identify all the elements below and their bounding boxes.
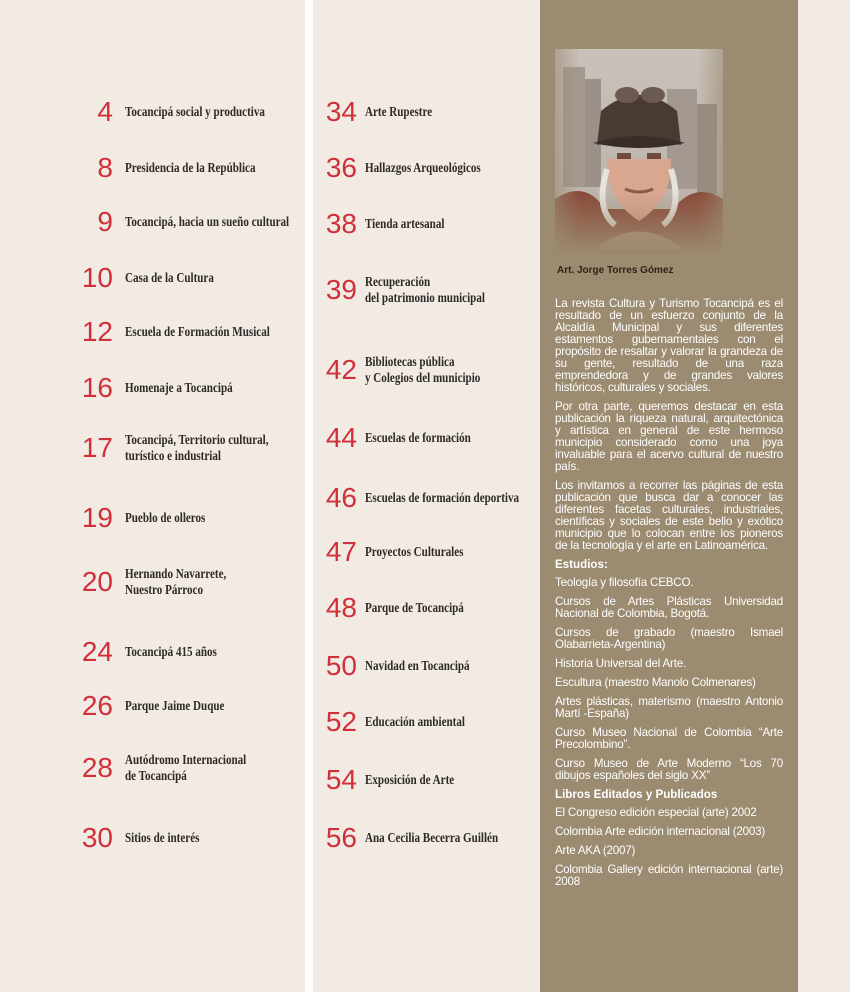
toc-title bbox=[365, 600, 464, 616]
book-item: Arte AKA (2007) bbox=[555, 844, 636, 857]
toc-entry[interactable] bbox=[0, 206, 325, 238]
study-item: Cursos de Artes Plásticas Universidad Nacional de Colombia, Bogotá. bbox=[555, 595, 783, 620]
toc-entry[interactable] bbox=[313, 422, 494, 454]
toc-entry[interactable] bbox=[313, 208, 462, 240]
toc-title bbox=[125, 830, 199, 846]
toc-title-line: Recuperación bbox=[365, 274, 431, 289]
toc-entry[interactable] bbox=[0, 432, 300, 464]
photo-caption: Art. Jorge Torres Gómez bbox=[557, 265, 674, 276]
toc-title-line: Presidencia de la República bbox=[125, 160, 256, 175]
toc-title bbox=[125, 214, 289, 230]
toc-page-number: 16 bbox=[81, 372, 113, 403]
toc-title-line: Autódromo Internacional bbox=[125, 752, 247, 767]
toc-title bbox=[365, 160, 481, 176]
author-bio bbox=[555, 298, 783, 895]
toc-page-number: 19 bbox=[81, 502, 113, 533]
author-sidebar bbox=[540, 0, 798, 992]
toc-middle-column bbox=[313, 0, 540, 992]
toc-entry[interactable] bbox=[313, 152, 506, 184]
toc-title-line: Arte Rupestre bbox=[365, 104, 433, 119]
toc-title-line: Bibliotecas pública bbox=[365, 354, 455, 369]
toc-entry[interactable] bbox=[313, 354, 506, 386]
study-item: Teología y filosofía CEBCO. bbox=[555, 576, 694, 589]
toc-page-number: 20 bbox=[81, 566, 113, 597]
toc-title-line: Tocancipá 415 años bbox=[125, 644, 217, 659]
toc-page-number: 10 bbox=[81, 262, 113, 293]
toc-entry[interactable] bbox=[313, 650, 493, 682]
toc-page-number: 50 bbox=[325, 650, 357, 681]
toc-entry[interactable] bbox=[313, 822, 527, 854]
bio-paragraph: La revista Cultura y Turismo Tocancipá es el resultado de un esfuerzo conjunto de la Alcaldía Municipal y sus diferentes estamentos gubernamentales con el propósito de resaltar y valorar la grandeza de su gente, resultado de una raza emprendedora y de grandes valores históricos, culturales y sociales. bbox=[555, 297, 783, 394]
toc-title bbox=[365, 772, 454, 788]
books-heading: Libros Editados y Publicados bbox=[555, 788, 718, 801]
toc-title-line: Escuelas de formación bbox=[365, 430, 471, 445]
toc-title-line: Parque Jaime Duque bbox=[125, 698, 225, 713]
toc-title-line: Sitios de interés bbox=[125, 830, 200, 845]
toc-entry[interactable] bbox=[313, 706, 487, 738]
toc-title-line: Nuestro Párroco bbox=[125, 582, 203, 597]
toc-title bbox=[125, 752, 246, 784]
toc-entry[interactable] bbox=[313, 274, 511, 306]
toc-title bbox=[125, 644, 217, 660]
toc-entry[interactable] bbox=[313, 482, 553, 514]
toc-entry[interactable] bbox=[0, 372, 256, 404]
studies-heading: Estudios: bbox=[555, 558, 608, 571]
toc-entry[interactable] bbox=[313, 96, 447, 128]
toc-title-line: Ana Cecilia Becerra Guillén bbox=[365, 830, 499, 845]
toc-page-number: 8 bbox=[97, 152, 113, 183]
toc-entry[interactable] bbox=[313, 592, 486, 624]
toc-page-number: 42 bbox=[325, 354, 357, 385]
page-margin bbox=[798, 0, 850, 992]
toc-entry[interactable] bbox=[0, 822, 216, 854]
toc-title-line: Tienda artesanal bbox=[365, 216, 445, 231]
toc-title-line: Tocancipá, Territorio cultural, bbox=[125, 432, 269, 447]
toc-entry[interactable] bbox=[0, 262, 233, 294]
toc-title bbox=[125, 270, 214, 286]
book-item: Colombia Arte edición internacional (2003) bbox=[555, 825, 766, 838]
toc-entry[interactable] bbox=[0, 152, 284, 184]
toc-entry[interactable] bbox=[313, 536, 485, 568]
study-item: Curso Museo Nacional de Colombia “Arte Precolombino”. bbox=[555, 726, 783, 751]
toc-entry[interactable] bbox=[313, 764, 474, 796]
toc-title bbox=[365, 274, 485, 306]
toc-entry[interactable] bbox=[0, 690, 246, 722]
toc-entry[interactable] bbox=[0, 566, 248, 598]
toc-page-number: 30 bbox=[81, 822, 113, 853]
toc-title-line: Pueblo de olleros bbox=[125, 510, 206, 525]
toc-title-line: turístico e industrial bbox=[125, 448, 221, 463]
toc-title-line: Escuela de Formación Musical bbox=[125, 324, 270, 339]
toc-entry[interactable] bbox=[0, 752, 273, 784]
author-photo bbox=[555, 49, 723, 255]
study-item: Artes plásticas, materismo (maestro Antonio Martí -España) bbox=[555, 695, 783, 720]
toc-page-number: 12 bbox=[81, 316, 113, 347]
toc-title-line: de Tocancipá bbox=[125, 768, 187, 783]
study-item: Historia Universal del Arte. bbox=[555, 657, 686, 670]
toc-title-line: Hernando Navarrete, bbox=[125, 566, 227, 581]
toc-page-number: 48 bbox=[325, 592, 357, 623]
toc-title bbox=[365, 658, 470, 674]
toc-title bbox=[125, 566, 226, 598]
toc-title-line: Proyectos Culturales bbox=[365, 544, 464, 559]
bio-paragraph: Por otra parte, queremos destacar en esta publicación la riqueza natural, arquitectónica y artística en general de este hermoso municipio considerado como una joya invaluable para el acervo cultural de nuestro país. bbox=[555, 400, 783, 473]
toc-entry[interactable] bbox=[0, 96, 296, 128]
toc-title bbox=[125, 104, 265, 120]
toc-page-number: 44 bbox=[325, 422, 357, 453]
book-item: Colombia Gallery edición internacional (arte) 2008 bbox=[555, 863, 783, 888]
toc-title-line: Navidad en Tocancipá bbox=[365, 658, 470, 673]
toc-title-line: Tocancipá, hacia un sueño cultural bbox=[125, 214, 290, 229]
toc-title-line: Educación ambiental bbox=[365, 714, 465, 729]
toc-page-number: 54 bbox=[325, 764, 357, 795]
toc-entry[interactable] bbox=[0, 636, 237, 668]
toc-page-number: 26 bbox=[81, 690, 113, 721]
toc-page-number: 9 bbox=[97, 206, 113, 237]
toc-title bbox=[125, 380, 233, 396]
toc-title bbox=[365, 490, 519, 506]
toc-page-number: 34 bbox=[325, 96, 357, 127]
bio-paragraph: Los invitamos a recorrer las páginas de esta publicación que busca dar a conocer las diferentes facetas culturales, industriales, científicas y sociales de este bello y exótico municipio que lo colocan entre los pioneros de la tecnología y el arte en Latinoamérica. bbox=[555, 479, 783, 552]
toc-title bbox=[125, 698, 224, 714]
toc-page-number: 39 bbox=[325, 274, 357, 305]
toc-title bbox=[125, 324, 270, 340]
toc-title-line: Escuelas de formación deportiva bbox=[365, 490, 520, 505]
toc-left-column bbox=[0, 0, 305, 992]
toc-page-number: 17 bbox=[81, 432, 113, 463]
toc-title-line: Tocancipá social y productiva bbox=[125, 104, 265, 119]
toc-title-line: Parque de Tocancipá bbox=[365, 600, 464, 615]
study-item: Escultura (maestro Manolo Colmenares) bbox=[555, 676, 756, 689]
toc-page-number: 56 bbox=[325, 822, 357, 853]
toc-page-number: 24 bbox=[81, 636, 113, 667]
toc-title bbox=[365, 714, 465, 730]
toc-page-number: 36 bbox=[325, 152, 357, 183]
toc-title-line: del patrimonio municipal bbox=[365, 290, 485, 305]
toc-page-number: 4 bbox=[97, 96, 113, 127]
toc-entry[interactable] bbox=[0, 316, 302, 348]
toc-page-number: 38 bbox=[325, 208, 357, 239]
toc-page-number: 52 bbox=[325, 706, 357, 737]
study-item: Curso Museo de Arte Moderno “Los 70 dibujos españoles del siglo XX” bbox=[555, 757, 783, 782]
study-item: Cursos de grabado (maestro Ismael Olabarrieta-Argentina) bbox=[555, 626, 783, 651]
toc-page-number: 47 bbox=[325, 536, 357, 567]
toc-title bbox=[125, 510, 205, 526]
toc-title-line: Exposición de Arte bbox=[365, 772, 455, 787]
toc-title bbox=[125, 432, 269, 464]
toc-title bbox=[365, 544, 463, 560]
toc-entry[interactable] bbox=[0, 502, 223, 534]
toc-title bbox=[365, 830, 498, 846]
toc-title-line: Homenaje a Tocancipá bbox=[125, 380, 233, 395]
toc-title bbox=[365, 430, 471, 446]
book-item: El Congreso edición especial (arte) 2002 bbox=[555, 806, 757, 819]
toc-title bbox=[365, 216, 444, 232]
toc-page-number: 46 bbox=[325, 482, 357, 513]
toc-title bbox=[365, 104, 432, 120]
toc-title bbox=[125, 160, 255, 176]
toc-title-line: Hallazgos Arqueológicos bbox=[365, 160, 481, 175]
toc-title-line: y Colegios del municipio bbox=[365, 370, 481, 385]
toc-title-line: Casa de la Cultura bbox=[125, 270, 214, 285]
toc-page-number: 28 bbox=[81, 752, 113, 783]
toc-title bbox=[365, 354, 480, 386]
